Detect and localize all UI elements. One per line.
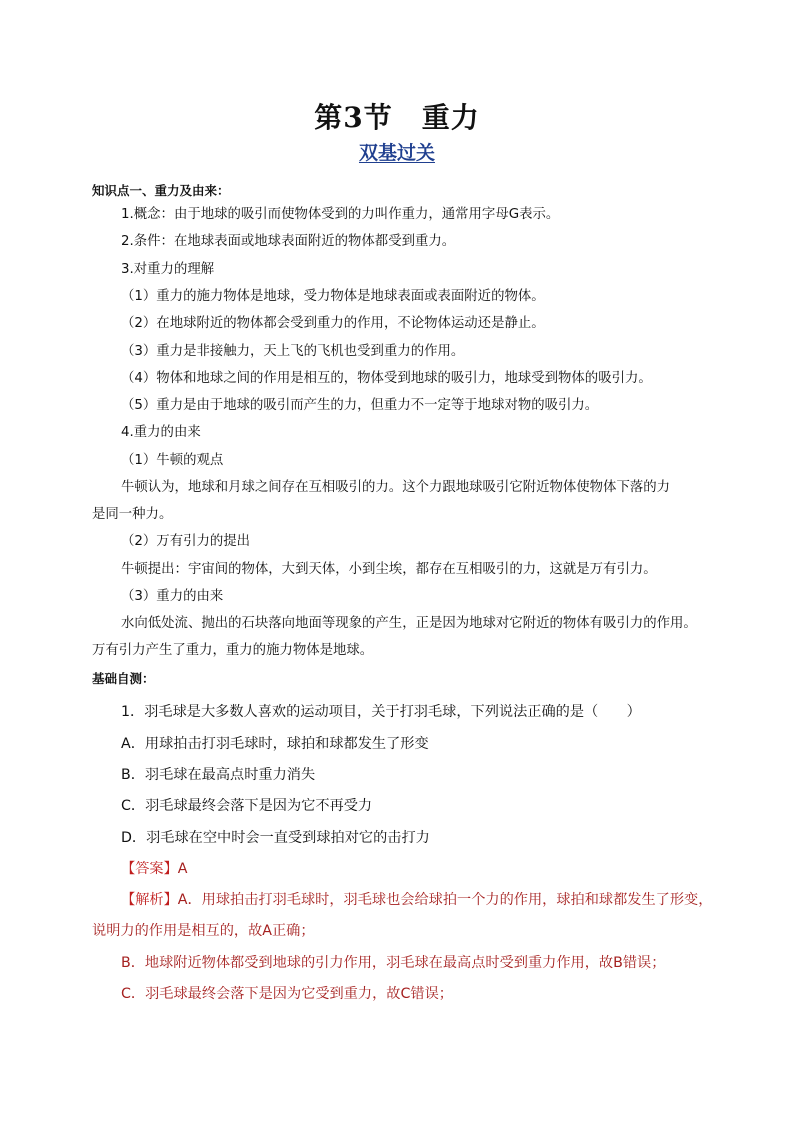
answer-tag: 【答案】 [121, 861, 178, 877]
paragraph-line: （3）重力是非接触力，天上飞的飞机也受到重力的作用。 [121, 344, 465, 359]
paragraph-line: 2.条件：在地球表面或地球表面附近的物体都受到重力。 [121, 234, 456, 249]
paragraph-line: （4）物体和地球之间的作用是相互的，物体受到地球的吸引力，地球受到物体的吸引力。 [121, 371, 652, 386]
analysis-line: C．羽毛球最终会落下是因为它受到重力，故C错误； [121, 986, 453, 1002]
option-item: D．羽毛球在空中时会一直受到球拍对它的击打力 [121, 830, 430, 846]
paragraph-line: 牛顿提出：宇宙间的物体，大到天体，小到尘埃，都存在互相吸引的力，这就是万有引力。 [121, 562, 657, 577]
analysis-line: 说明力的作用是相互的，故A正确； [92, 923, 315, 939]
paragraph-line: （2）在地球附近的物体都会受到重力的作用，不论物体运动还是静止。 [121, 316, 545, 331]
paragraph-line: （3）重力的由来 [121, 589, 224, 604]
option-item: A．用球拍击打羽毛球时，球拍和球都发生了形变 [121, 736, 429, 752]
analysis-line: B．地球附近物体都受到地球的引力作用，羽毛球在最高点时受到重力作用，故B错误； [121, 955, 666, 971]
analysis-line [121, 891, 712, 909]
analysis-tag: 【解析】 [121, 892, 178, 908]
section-heading: 知识点一、重力及由来： [92, 183, 230, 198]
page-title: 第3节 重力 [314, 101, 480, 134]
answer-line [121, 860, 187, 878]
answer-value: A [177, 861, 188, 877]
paragraph-line: （5）重力是由于地球的吸引而产生的力，但重力不一定等于地球对物的吸引力。 [121, 398, 599, 413]
paragraph-line: 万有引力产生了重力，重力的施力物体是地球。 [92, 643, 374, 658]
paragraph-line: （1）牛顿的观点 [121, 453, 224, 468]
paragraph-line: 3.对重力的理解 [121, 262, 215, 277]
paragraph-line: 4.重力的由来 [121, 425, 201, 440]
question-stem: 1．羽毛球是大多数人喜欢的运动项目，关于打羽毛球，下列说法正确的是（ ） [121, 704, 641, 720]
option-item: C．羽毛球最终会落下是因为它不再受力 [121, 798, 373, 814]
option-item: B．羽毛球在最高点时重力消失 [121, 767, 316, 783]
section-heading: 基础自测： [92, 671, 155, 686]
paragraph-line: 是同一种力。 [92, 507, 173, 522]
page-subtitle: 双基过关 [358, 142, 435, 164]
paragraph-line: 1.概念：由于地球的吸引而使物体受到的力叫作重力，通常用字母G表示。 [121, 207, 560, 222]
paragraph-line: （2）万有引力的提出 [121, 534, 251, 549]
analysis-text: A．用球拍击打羽毛球时，羽毛球也会给球拍一个力的作用，球拍和球都发生了形变， [177, 892, 713, 908]
paragraph-line: 牛顿认为，地球和月球之间存在互相吸引的力。这个力跟地球吸引它附近物体使物体下落的力 [121, 480, 671, 495]
paragraph-line: （1）重力的施力物体是地球，受力物体是地球表面或表面附近的物体。 [121, 289, 545, 304]
paragraph-line: 水向低处流、抛出的石块落向地面等现象的产生，正是因为地球对它附近的物体有吸引力的作用。 [121, 616, 697, 631]
